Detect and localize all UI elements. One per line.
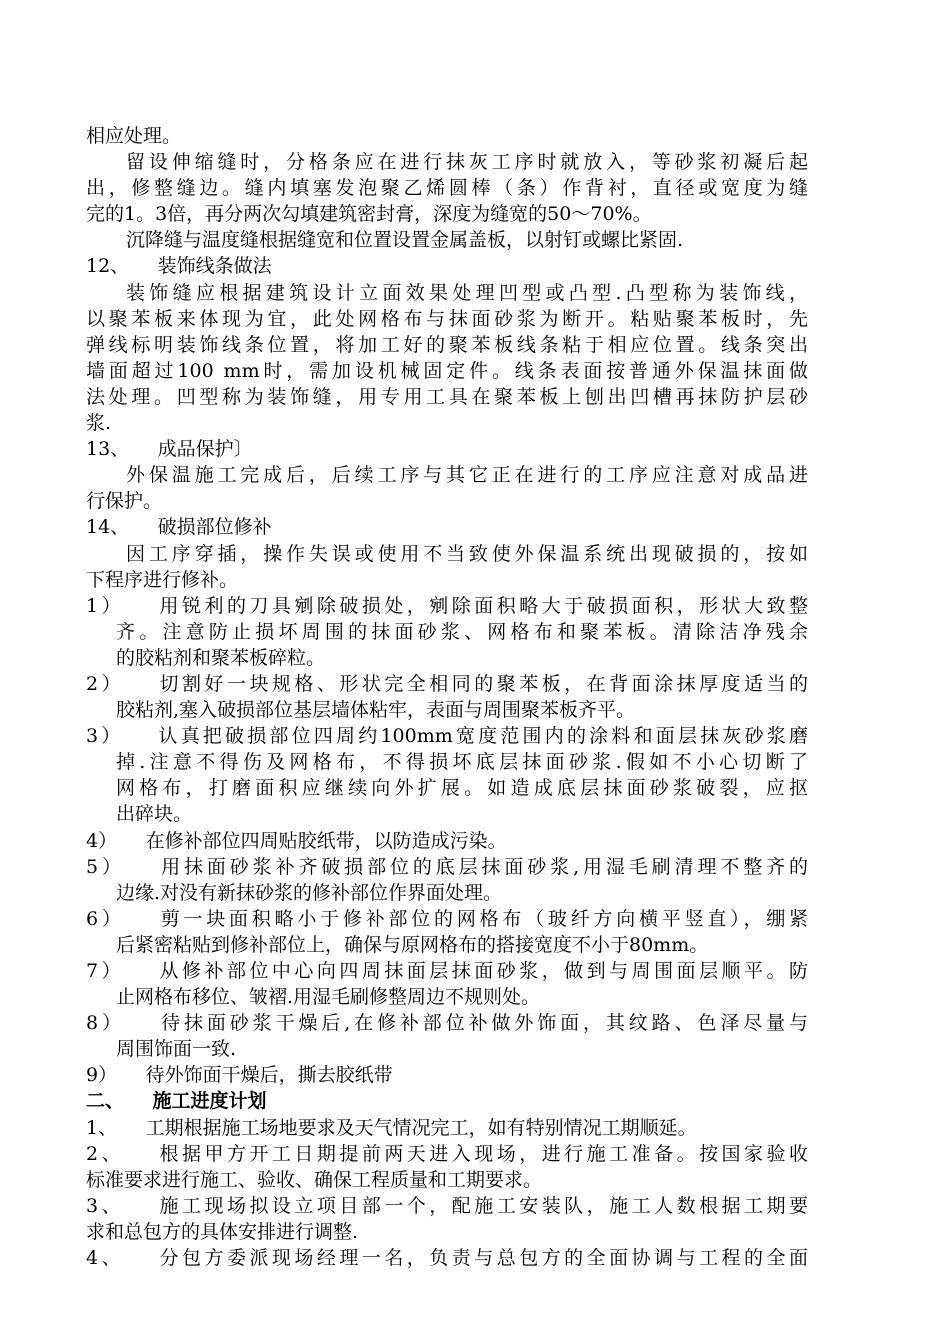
text-line: 4、 分包方委派现场经理一名，负责与总包方的全面协调与工程的全面 [86,1247,808,1270]
text-line: 墙面超过100 mm时，需加设机械固定件。线条表面按普通外保温抹面做 [86,359,808,382]
text-line: 的胶粘剂和聚苯板碎粒。 [116,646,326,669]
text-line: 14、 破损部位修补 [86,516,272,539]
text-line: 法处理。凹型称为装饰缝，用专用工具在聚苯板上刨出凹槽再抹防护层砂 [86,385,808,408]
text-line: 12、 装饰线条做法 [86,255,272,278]
text-line: 2） 切割好一块规格、形状完全相同的聚苯板，在背面涂抹厚度适当的 [86,672,808,695]
text-line: 二、 施工进度计划 [86,1090,267,1113]
text-line: 相应处理。 [86,125,182,147]
text-line: 胶粘剂,塞入破损部位基层墙体粘牢，表面与周围聚苯板齐平。 [116,699,636,722]
text-line: 出，修整缝边。缝内填塞发泡聚乙烯圆棒（条）作背衬，直径或宽度为缝 [86,177,808,200]
text-line: 求和总包方的具体安排进行调整. [86,1220,359,1243]
text-line: 弹线标明装饰线条位置，将加工好的聚苯板线条粘于相应位置。线条突出 [86,333,808,356]
text-line: 5） 用抹面砂浆补齐破损部位的底层抹面砂浆,用湿毛刷清理不整齐的 [86,855,808,878]
text-line: 出碎块。 [116,803,193,826]
text-line: 掉.注意不得伤及网格布，不得损坏底层抹面砂浆.假如不小心切断了 [116,751,808,774]
text-line: 1） 用锐利的刀具剜除破损处，剜除面积略大于破损面积，形状大致整 [86,594,808,617]
text-line: 因工序穿插，操作失误或使用不当致使外保温系统出现破损的，按如 [126,542,808,565]
text-line: 边缘.对没有新抹砂浆的修补部位作界面处理。 [116,881,503,904]
text-line: 周围饰面一致. [116,1038,237,1061]
text-line: 8） 待抹面砂浆干燥后,在修补部位补做外饰面，其纹路、色泽尽量与 [86,1012,808,1035]
text-line: 7） 从修补部位中心向四周抹面层抹面砂浆，做到与周围面层顺平。防 [86,960,808,982]
text-line: 3、 施工现场拟设立项目部一个，配施工安装队，施工人数根据工期要 [86,1194,808,1217]
text-line: 6） 剪一块面积略小于修补部位的网格布（玻纤方向横平竖直），绷紧 [86,907,808,930]
text-line: 止网格布移位、皱褶.用湿毛刷修整周边不规则处。 [116,986,541,1009]
text-line: 外保温施工完成后，后续工序与其它正在进行的工序应注意对成品进 [126,464,808,487]
text-line: 下程序进行修补。 [86,568,239,591]
text-line: 齐。注意防止损坏周围的抹面砂浆、网格布和聚苯板。清除洁净残余 [116,620,808,643]
text-line: 完的1。3倍，再分两次勾填建筑密封膏，深度为缝宽的50～70%。 [86,203,652,226]
document-page [86,123,808,1271]
text-line: 网格布，打磨面积应继续向外扩展。如造成底层抹面砂浆破裂，应抠 [116,777,808,800]
text-line: 以聚苯板来体现为宜，此处网格布与抹面砂浆为断开。粘贴聚苯板时，先 [86,307,808,330]
text-line: 9） 待外饰面干燥后，撕去胶纸带 [86,1064,393,1087]
text-line: 13、 成品保护〕 [86,438,253,461]
text-line: 2、 根据甲方开工日期提前两天进入现场，进行施工准备。按国家验收 [86,1142,808,1165]
text-line: 沉降缝与温度缝根据缝宽和位置设置金属盖板，以射钉或螺比紧固. [126,229,684,252]
text-line: 浆. [86,412,112,435]
text-line: 行保护。 [86,490,163,513]
text-line: 4） 在修补部位四周贴胶纸带，以防造成污染。 [86,829,507,852]
text-line: 后紧密粘贴到修补部位上，确保与原网格布的搭接宽度不小于80mm。 [116,933,709,956]
text-line: 3） 认真把破损部位四周约100mm宽度范围内的涂料和面层抹灰砂浆磨 [86,725,808,748]
text-line: 装饰缝应根据建筑设计立面效果处理凹型或凸型.凸型称为装饰线， [126,281,808,304]
text-line: 留设伸缩缝时，分格条应在进行抹灰工序时就放入，等砂浆初凝后起 [126,151,808,174]
text-line: 1、 工期根据施工场地要求及天气情况完工，如有特别情况工期顺延。 [86,1116,697,1139]
text-line: 标准要求进行施工、验收、确保工程质量和工期要求。 [86,1168,543,1191]
